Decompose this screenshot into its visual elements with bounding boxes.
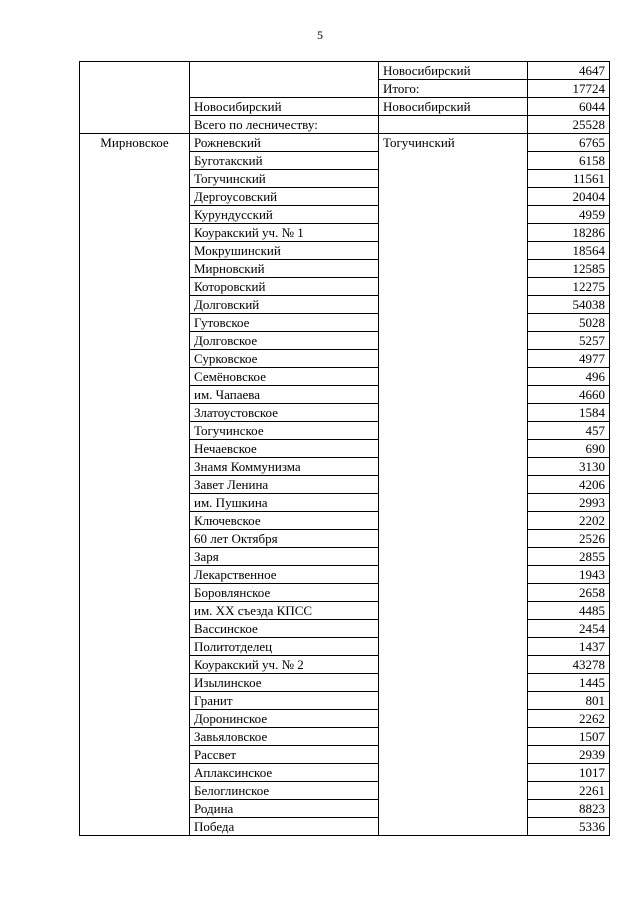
subdivision-cell: Завьяловское: [190, 728, 379, 746]
subdivision-cell: Сурковское: [190, 350, 379, 368]
area-cell: 12585: [528, 260, 610, 278]
area-cell: 1017: [528, 764, 610, 782]
area-cell: 18564: [528, 242, 610, 260]
area-cell: 6765: [528, 134, 610, 152]
subdivision-cell: Родина: [190, 800, 379, 818]
district-cell: Новосибирский: [379, 62, 528, 80]
subdivision-cell: им. XX съезда КПСС: [190, 602, 379, 620]
subdivision-cell: Буготакский: [190, 152, 379, 170]
subdivision-cell: Златоустовское: [190, 404, 379, 422]
area-cell: 12275: [528, 278, 610, 296]
area-cell: 4660: [528, 386, 610, 404]
area-cell: 5257: [528, 332, 610, 350]
subdivision-cell: Всего по лесничеству:: [190, 116, 379, 134]
subdivision-cell: им. Чапаева: [190, 386, 379, 404]
area-cell: 11561: [528, 170, 610, 188]
area-cell: 2526: [528, 530, 610, 548]
area-cell: 8823: [528, 800, 610, 818]
forestry-table: [79, 61, 610, 836]
district-cell: Итого:: [379, 80, 528, 98]
area-cell: 1584: [528, 404, 610, 422]
area-cell: 1943: [528, 566, 610, 584]
subdivision-cell: Семёновское: [190, 368, 379, 386]
subdivision-cell: Коуракский уч. № 2: [190, 656, 379, 674]
area-cell: 1437: [528, 638, 610, 656]
area-cell: 2454: [528, 620, 610, 638]
area-cell: 496: [528, 368, 610, 386]
area-cell: 2939: [528, 746, 610, 764]
area-cell: 2993: [528, 494, 610, 512]
subdivision-cell: Гутовское: [190, 314, 379, 332]
page-number: 5: [317, 28, 323, 42]
area-cell: 4647: [528, 62, 610, 80]
subdivision-cell: Мирновский: [190, 260, 379, 278]
subdivision-cell: Доронинское: [190, 710, 379, 728]
area-cell: 25528: [528, 116, 610, 134]
area-cell: 5336: [528, 818, 610, 836]
subdivision-cell: Гранит: [190, 692, 379, 710]
subdivision-cell: Завет Ленина: [190, 476, 379, 494]
subdivision-cell: Которовский: [190, 278, 379, 296]
subdivision-cell: Победа: [190, 818, 379, 836]
subdivision-cell: Тогучинский: [190, 170, 379, 188]
subdivision-cell: Новосибирский: [190, 98, 379, 116]
subdivision-cell: Изылинское: [190, 674, 379, 692]
subdivision-cell-empty: [190, 62, 379, 98]
area-cell: 2855: [528, 548, 610, 566]
area-cell: 457: [528, 422, 610, 440]
subdivision-cell: Курундусский: [190, 206, 379, 224]
subdivision-cell: Аплаксинское: [190, 764, 379, 782]
area-cell: 2261: [528, 782, 610, 800]
subdivision-cell: Лекарственное: [190, 566, 379, 584]
area-cell: 2262: [528, 710, 610, 728]
subdivision-cell: Белоглинское: [190, 782, 379, 800]
area-cell: 2202: [528, 512, 610, 530]
district-cell: Тогучинский: [379, 134, 528, 836]
area-cell: 4206: [528, 476, 610, 494]
subdivision-cell: Заря: [190, 548, 379, 566]
area-cell: 690: [528, 440, 610, 458]
subdivision-cell: Долговское: [190, 332, 379, 350]
table-row: [80, 62, 610, 80]
forestry-cell-empty: [80, 62, 190, 134]
subdivision-cell: Коуракский уч. № 1: [190, 224, 379, 242]
subdivision-cell: Рассвет: [190, 746, 379, 764]
district-cell: Новосибирский: [379, 98, 528, 116]
area-cell: 1507: [528, 728, 610, 746]
subdivision-cell: Вассинское: [190, 620, 379, 638]
subdivision-cell: Ключевское: [190, 512, 379, 530]
subdivision-cell: Рожневский: [190, 134, 379, 152]
area-cell: 5028: [528, 314, 610, 332]
area-cell: 6044: [528, 98, 610, 116]
area-cell: 1445: [528, 674, 610, 692]
area-cell: 4977: [528, 350, 610, 368]
area-cell: 3130: [528, 458, 610, 476]
table-row: [80, 134, 610, 152]
area-cell: 17724: [528, 80, 610, 98]
area-cell: 6158: [528, 152, 610, 170]
subdivision-cell: Знамя Коммунизма: [190, 458, 379, 476]
area-cell: 4485: [528, 602, 610, 620]
subdivision-cell: Боровлянское: [190, 584, 379, 602]
subdivision-cell: Нечаевское: [190, 440, 379, 458]
subdivision-cell: Мокрушинский: [190, 242, 379, 260]
area-cell: 43278: [528, 656, 610, 674]
subdivision-cell: им. Пушкина: [190, 494, 379, 512]
area-cell: 4959: [528, 206, 610, 224]
subdivision-cell: 60 лет Октября: [190, 530, 379, 548]
area-cell: 801: [528, 692, 610, 710]
subdivision-cell: Политотделец: [190, 638, 379, 656]
subdivision-cell: Дергоусовский: [190, 188, 379, 206]
forestry-table-body: [80, 62, 610, 836]
area-cell: 2658: [528, 584, 610, 602]
forestry-name-cell: Мирновское: [80, 134, 190, 836]
area-cell: 20404: [528, 188, 610, 206]
area-cell: 54038: [528, 296, 610, 314]
district-cell-empty: [379, 116, 528, 134]
subdivision-cell: Тогучинское: [190, 422, 379, 440]
subdivision-cell: Долговский: [190, 296, 379, 314]
area-cell: 18286: [528, 224, 610, 242]
